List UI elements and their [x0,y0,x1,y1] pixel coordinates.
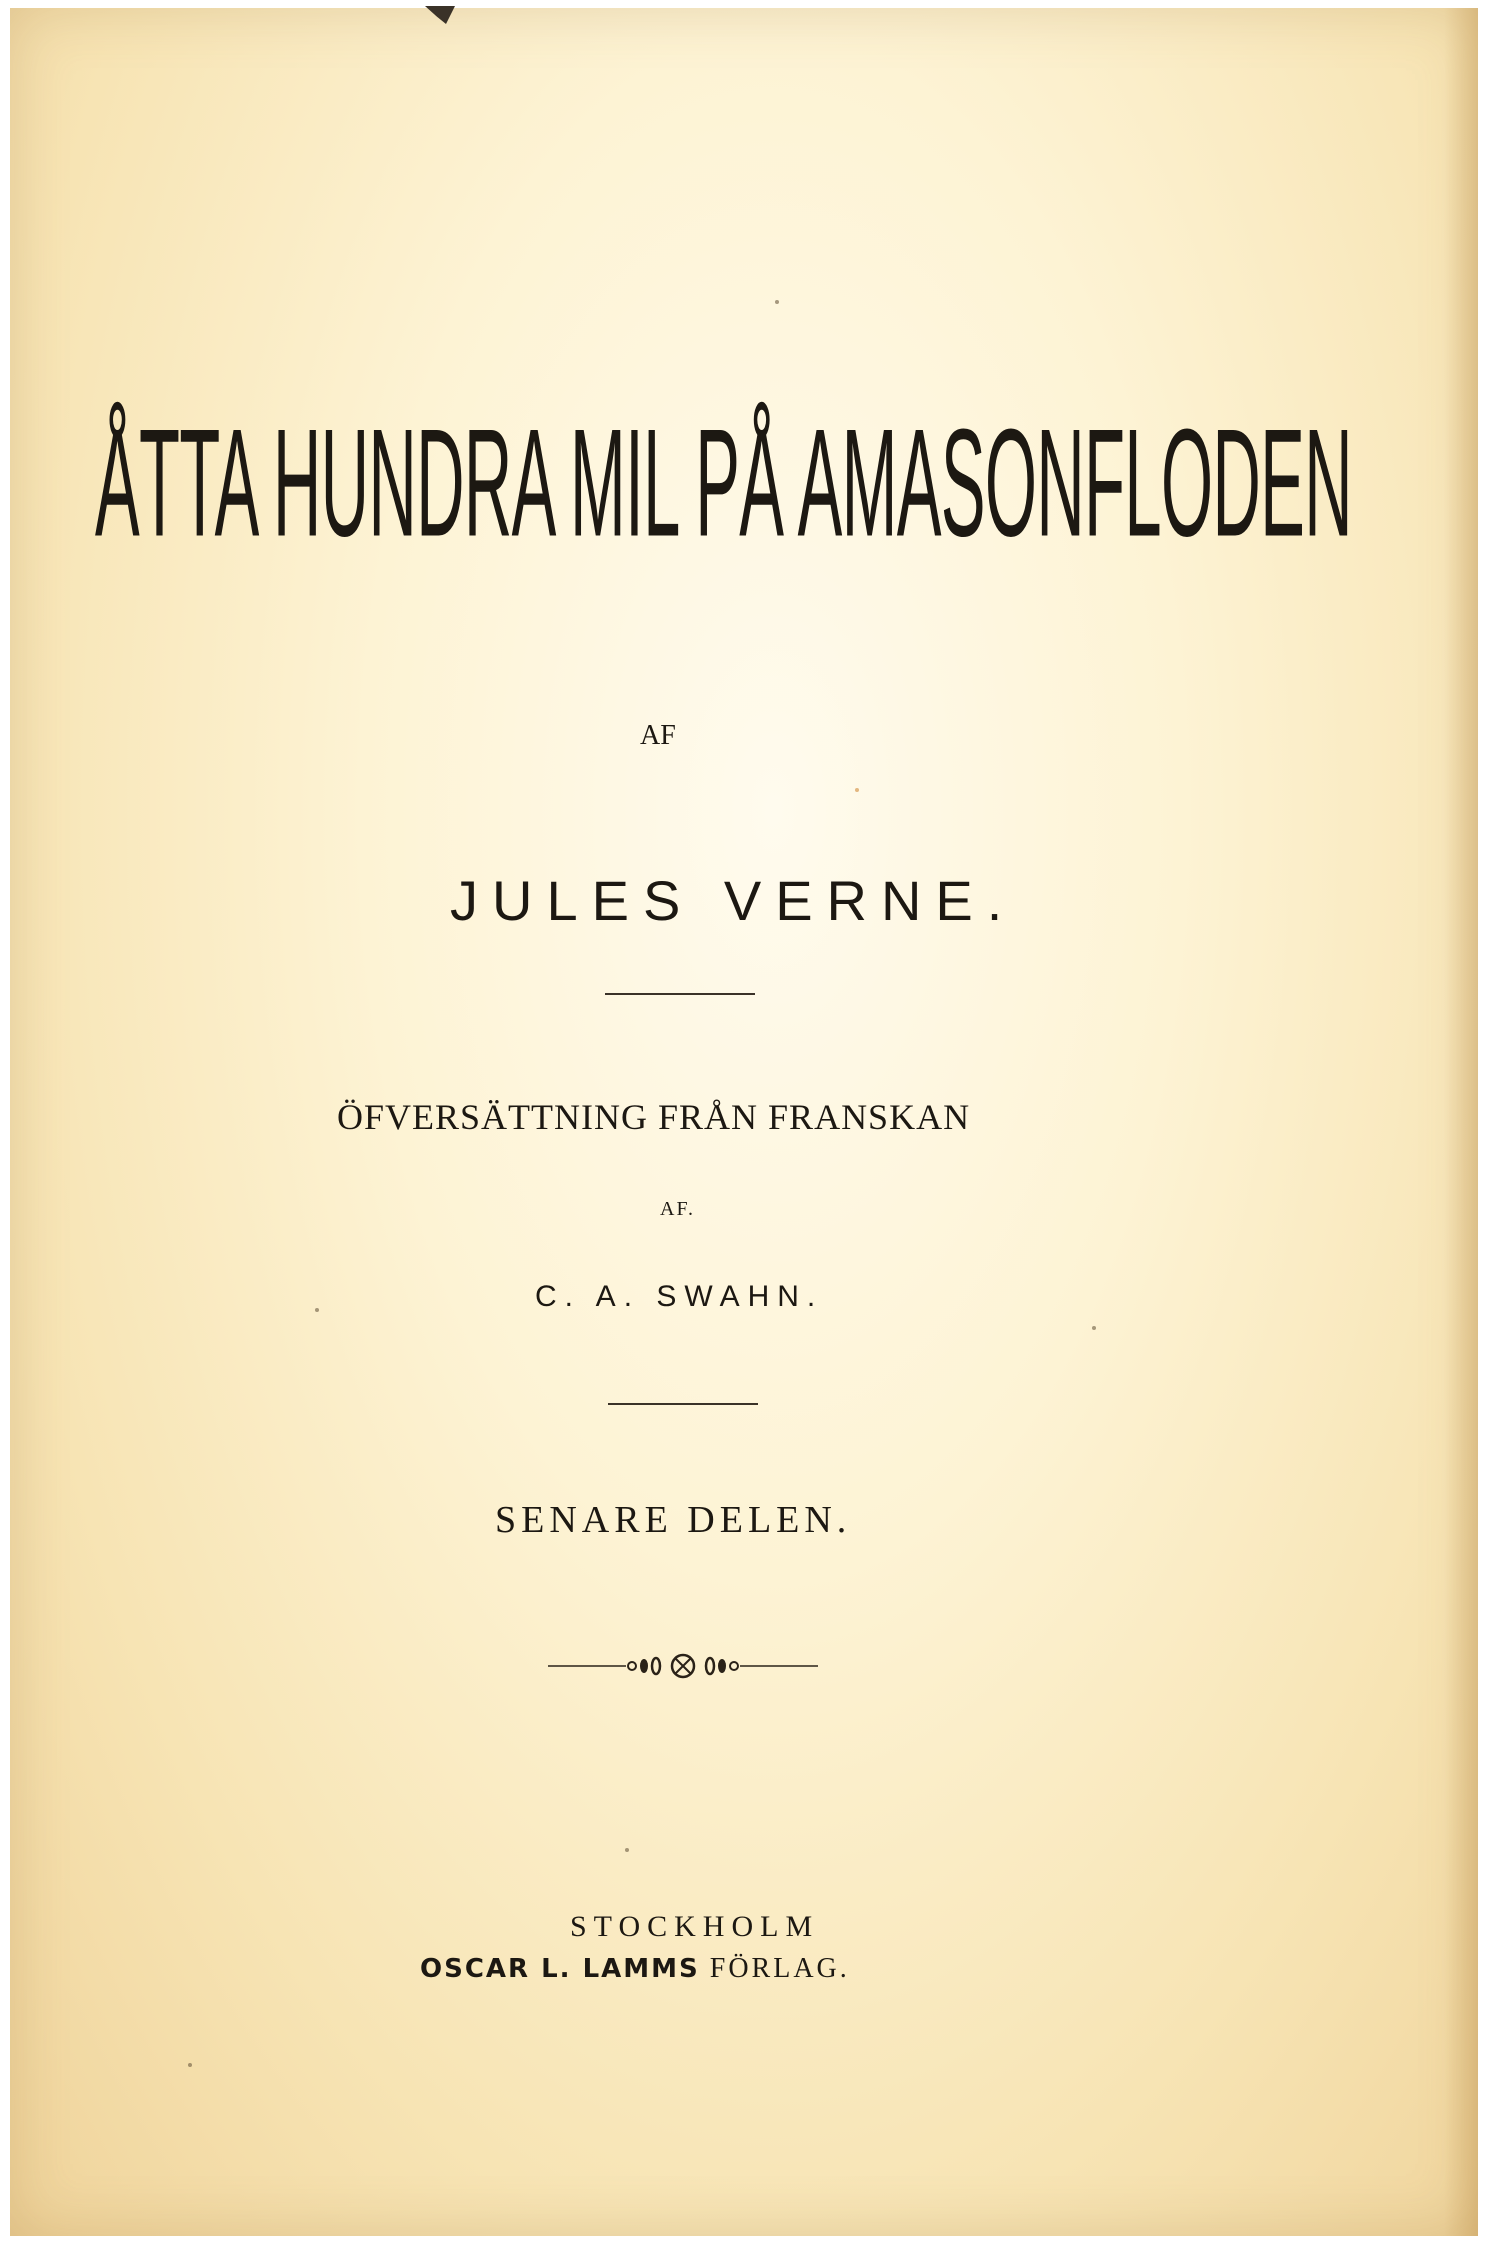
paper-speck [855,788,859,792]
book-title-text: ÅTTA HUNDRA MIL PÅ AMASONFLODEN [95,396,1352,569]
publisher [420,1953,1120,1985]
paper-speck [315,1308,319,1312]
divider-rule [608,1403,758,1405]
by-label-translator: AF. [660,1198,695,1220]
author-name: JULES VERNE. [450,869,1017,932]
volume-part: SENARE DELEN. [495,1499,852,1541]
title-page [10,8,1478,2236]
translator-name: C. A. SWAHN. [535,1280,824,1313]
page-edge [1444,8,1478,2236]
divider-rule [605,993,755,995]
publisher-suffix: FÖRLAG. [709,1953,850,1984]
paper-speck [625,1848,629,1852]
paper-speck [1092,1326,1096,1330]
paper-speck [775,300,779,304]
book-title [95,396,1352,569]
publisher-name: OSCAR L. LAMMS [420,1954,700,1984]
publication-city: STOCKHOLM [570,1910,820,1943]
translation-note: ÖFVERSÄTTNING FRÅN FRANSKAN [337,1097,971,1137]
tear-mark [425,6,455,24]
ornament-divider-icon [548,1653,818,1679]
by-label: AF [640,720,676,751]
paper-speck [188,2063,192,2067]
